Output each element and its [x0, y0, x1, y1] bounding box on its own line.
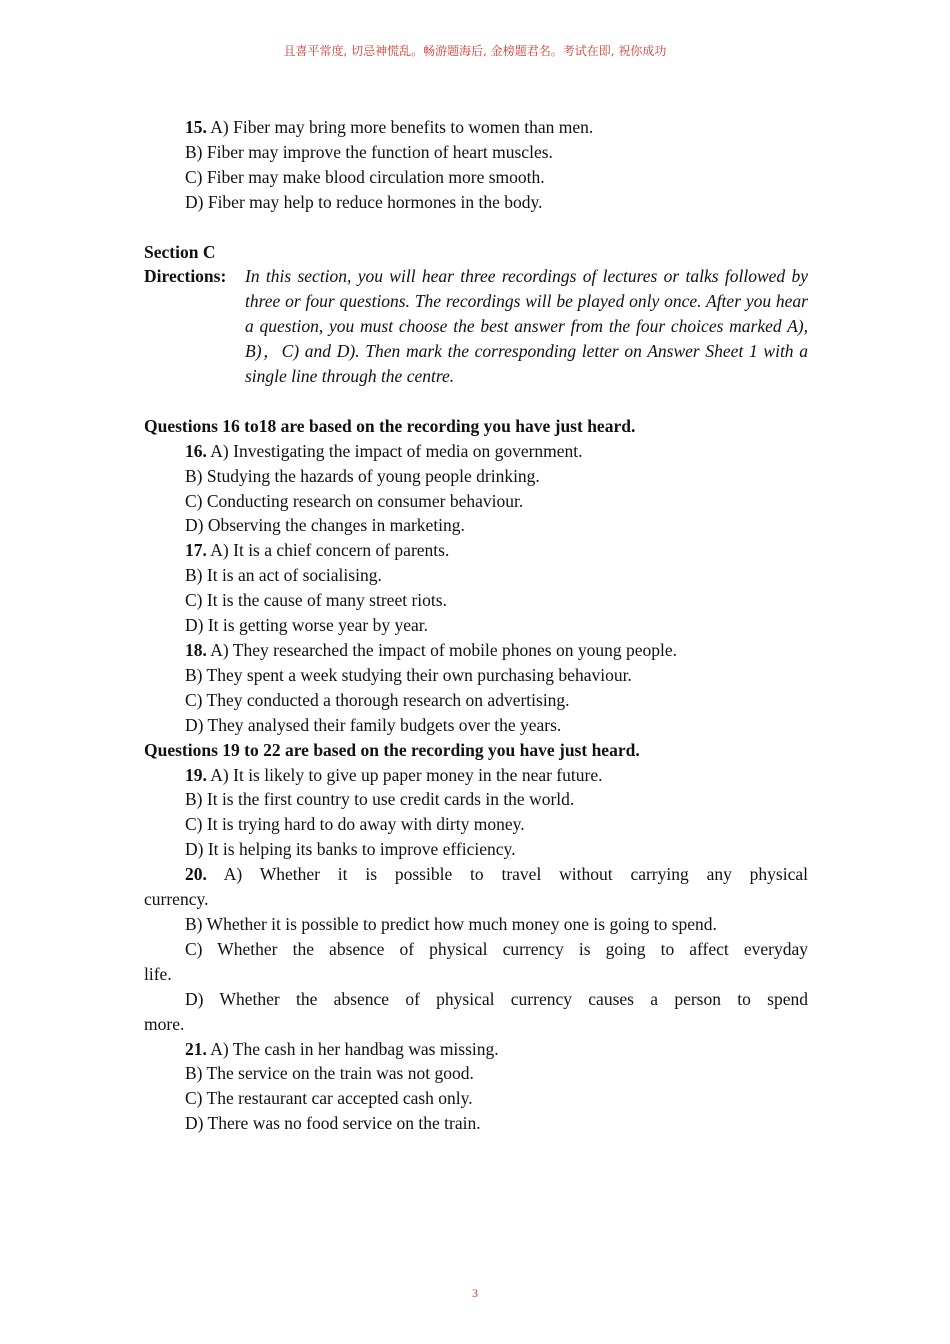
question-21-option-c: C) The restaurant car accepted cash only. — [185, 1088, 473, 1109]
page-number: 3 — [472, 1286, 478, 1300]
question-19-option-b: B) It is the first country to use credit cards in the world. — [185, 789, 575, 810]
question-20-option-a: 20. A) Whether it is possible to travel without carrying any physical — [185, 864, 808, 885]
question-number: 21. — [185, 1038, 207, 1059]
question-20-option-c: C) Whether the absence of physical currency is going to affect everyday — [185, 938, 808, 959]
question-18-option-c: C) They conducted a thorough research on advertising. — [185, 689, 570, 710]
question-21-option-d: D) There was no food service on the train. — [185, 1113, 481, 1134]
question-20-option-b: B) Whether it is possible to predict how much money one is going to spend. — [185, 913, 717, 934]
question-number: 17. — [185, 540, 207, 561]
question-20-option-a-continued: currency. — [144, 889, 209, 910]
question-17-option-b: B) It is an act of socialising. — [185, 565, 382, 586]
question-16-option-d: D) Observing the changes in marketing. — [185, 515, 465, 536]
question-17-option-a: 17. A) It is a chief concern of parents. — [185, 540, 450, 561]
question-20-option-c-continued: life. — [144, 963, 172, 984]
question-18-option-d: D) They analysed their family budgets over the years. — [185, 714, 562, 735]
group-heading-16-18: Questions 16 to18 are based on the recording you have just heard. — [144, 415, 636, 436]
question-16-option-c: C) Conducting research on consumer behaviour. — [185, 490, 524, 511]
question-21-option-a: 21. A) The cash in her handbag was missing. — [185, 1038, 499, 1059]
question-20-option-d-continued: more. — [144, 1013, 185, 1034]
question-15-option-c: C) Fiber may make blood circulation more smooth. — [185, 166, 545, 187]
question-15-option-a: 15. A) Fiber may bring more benefits to women than men. — [185, 117, 594, 137]
question-20-option-d: D) Whether the absence of physical currency causes a person to spend — [185, 988, 808, 1009]
question-15-option-b: B) Fiber may improve the function of heart muscles. — [185, 141, 553, 162]
question-17-option-c: C) It is the cause of many street riots. — [185, 590, 447, 611]
question-number: 16. — [185, 440, 207, 461]
group-heading-19-22: Questions 19 to 22 are based on the recording you have just heard. — [144, 739, 640, 760]
question-21-option-b: B) The service on the train was not good. — [185, 1063, 474, 1084]
section-title: Section C — [144, 241, 216, 262]
question-16-option-a: 16. A) Investigating the impact of media on government. — [185, 440, 583, 461]
exam-content — [144, 115, 808, 1136]
question-number: 18. — [185, 640, 207, 660]
question-18-option-a: 18. A) They researched the impact of mobile phones on young people. — [185, 640, 677, 660]
question-number: 19. — [185, 764, 207, 785]
question-19-option-c: C) It is trying hard to do away with dirty money. — [185, 814, 525, 835]
question-19-option-a: 19. A) It is likely to give up paper money in the near future. — [185, 764, 603, 785]
question-15-option-d: D) Fiber may help to reduce hormones in the body. — [185, 191, 543, 212]
question-number: 15. — [185, 117, 207, 137]
question-18-option-b: B) They spent a week studying their own purchasing behaviour. — [185, 664, 632, 685]
directions-text: In this section, you will hear three recordings of lectures or talks followed by three or four questions. The recordings will be played only once. After you hear a question, you must choose the best answer from the four choices marked A), B)，C) and D). Then mark the corresponding letter on Answer Sheet 1 with a single line through the centre. — [245, 266, 808, 387]
question-17-option-d: D) It is getting worse year by year. — [185, 615, 428, 636]
page-header-motto: 且喜平常度, 切忌神慌乱。畅游题海后, 金榜题君名。考试在即, 祝你成功 — [283, 44, 667, 58]
directions-label: Directions: — [144, 266, 227, 287]
directions — [144, 264, 808, 389]
question-number: 20. — [185, 864, 207, 885]
question-19-option-d: D) It is helping its banks to improve efficiency. — [185, 839, 516, 860]
question-16-option-b: B) Studying the hazards of young people drinking. — [185, 465, 540, 486]
